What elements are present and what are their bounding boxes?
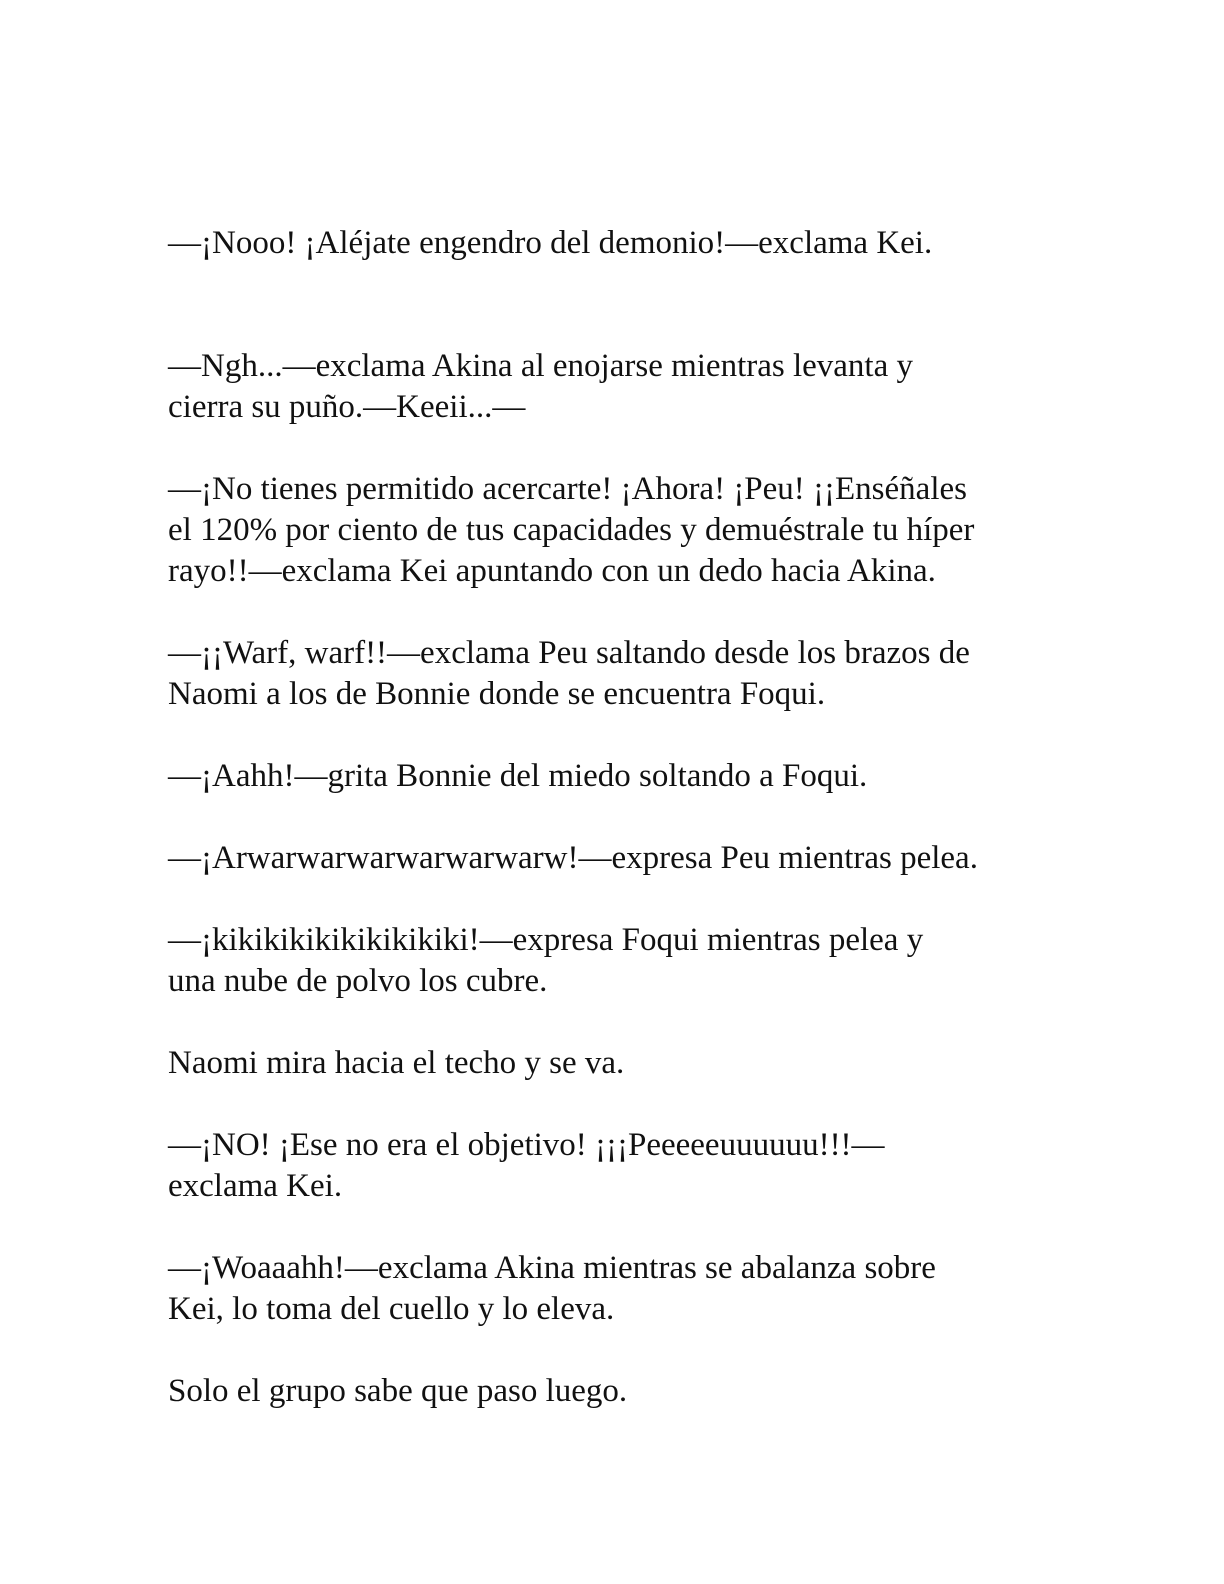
text-line: —¡NO! ¡Ese no era el objetivo! ¡¡¡Peeeeeuuuuuu!!!— <box>168 1127 885 1163</box>
text-line: —¡Woaaahh!—exclama Akina mientras se abalanza sobre <box>168 1250 936 1286</box>
text-line: exclama Kei. <box>168 1168 343 1204</box>
text-line: cierra su puño.—Keeii...— <box>168 389 526 425</box>
text-line: —¡¡Warf, warf!!—exclama Peu saltando desde los brazos de <box>168 635 970 671</box>
text-line: —Ngh...—exclama Akina al enojarse mientras levanta y <box>168 348 913 384</box>
paragraph-8 <box>168 1043 1068 1084</box>
paragraph-1 <box>168 223 1068 264</box>
text-line: —¡No tienes permitido acercarte! ¡Ahora! ¡Peu! ¡¡Enséñales <box>168 471 967 507</box>
text-line: rayo!!—exclama Kei apuntando con un dedo hacia Akina. <box>168 553 936 589</box>
paragraph-9 <box>168 1125 1068 1207</box>
paragraph-11 <box>168 1371 1068 1412</box>
paragraph-5 <box>168 756 1068 797</box>
text-line: Kei, lo toma del cuello y lo eleva. <box>168 1291 615 1327</box>
text-line: una nube de polvo los cubre. <box>168 963 548 999</box>
paragraph-3 <box>168 469 1068 592</box>
paragraph-2 <box>168 346 1068 428</box>
paragraph-6 <box>168 838 1068 879</box>
text-line: —¡Arwarwarwarwarwarwarw!—expresa Peu mientras pelea. <box>168 840 978 876</box>
text-line: el 120% por ciento de tus capacidades y demuéstrale tu híper <box>168 512 975 548</box>
text-line: Solo el grupo sabe que paso luego. <box>168 1373 628 1409</box>
text-line: Naomi mira hacia el techo y se va. <box>168 1045 625 1081</box>
paragraph-4 <box>168 633 1068 715</box>
text-line: —¡Nooo! ¡Aléjate engendro del demonio!—exclama Kei. <box>168 225 933 261</box>
text-line: Naomi a los de Bonnie donde se encuentra Foqui. <box>168 676 826 712</box>
text-line: —¡Aahh!—grita Bonnie del miedo soltando a Foqui. <box>168 758 868 794</box>
paragraph-10 <box>168 1248 1068 1330</box>
paragraph-7 <box>168 920 1068 1002</box>
text-line: —¡kikikikikikikikikiki!—expresa Foqui mientras pelea y <box>168 922 924 958</box>
